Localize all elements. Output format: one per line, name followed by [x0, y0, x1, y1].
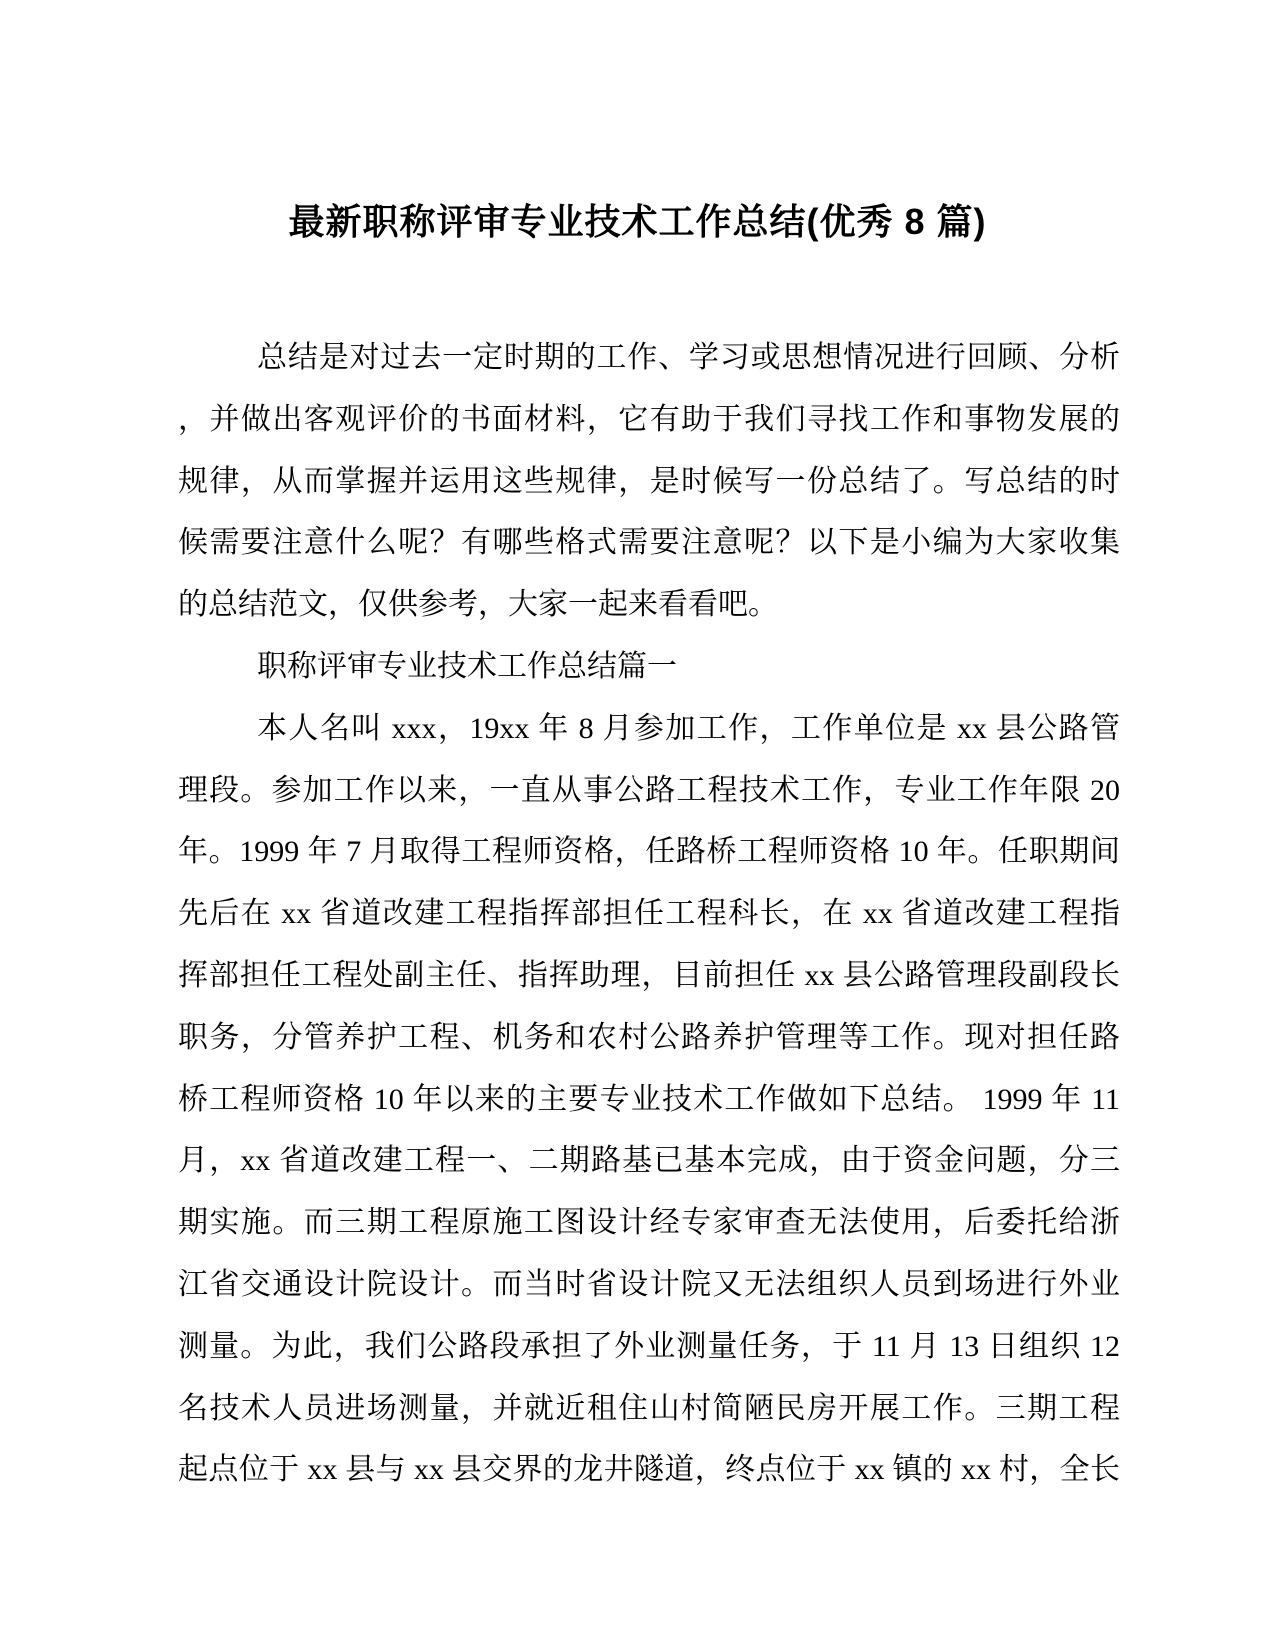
text-line-19: 起点位于 xx 县与 xx 县交界的龙井隧道，终点位于 xx 镇的 xx 村，全长: [178, 1453, 1120, 1487]
document-body: [178, 327, 1120, 1501]
text-line-11: 挥部担任工程处副主任、指挥助理，目前担任 xx 县公路管理段副段长: [178, 958, 1120, 992]
text-line-5: 的总结范文，仅供参考，大家一起来看看吧。: [178, 588, 778, 622]
text-line-13: 桥工程师资格 10 年以来的主要专业技术工作做如下总结。 1999 年 11: [178, 1082, 1120, 1116]
text-line-10: 先后在 xx 省道改建工程指挥部担任工程科长，在 xx 省道改建工程指: [178, 897, 1120, 931]
text-line-16: 江省交通设计院设计。而当时省设计院又无法组织人员到场进行外业: [178, 1267, 1120, 1301]
text-line-3: 规律，从而掌握并运用这些规律，是时候写一份总结了。写总结的时: [178, 464, 1120, 498]
text-line-4: 候需要注意什么呢？有哪些格式需要注意呢？以下是小编为大家收集: [178, 526, 1120, 560]
text-line-7: 本人名叫 xxx，19xx 年 8 月参加工作，工作单位是 xx 县公路管: [257, 711, 1120, 745]
text-line-12: 职务，分管养护工程、机务和农村公路养护管理等工作。现对担任路: [178, 1020, 1120, 1054]
text-line-17: 测量。为此，我们公路段承担了外业测量任务，于 11 月 13 日组织 12: [178, 1329, 1120, 1363]
text-line-1: 总结是对过去一定时期的工作、学习或思想情况进行回顾、分析: [257, 341, 1120, 374]
section-heading-line: 职称评审专业技术工作总结篇一: [257, 649, 677, 683]
text-line-9: 年。1999 年 7 月取得工程师资格，任路桥工程师资格 10 年。任职期间: [178, 835, 1120, 869]
text-line-15: 期实施。而三期工程原施工图设计经专家审查无法使用，后委托给浙: [178, 1206, 1120, 1240]
document-title: 最新职称评审专业技术工作总结(优秀 8 篇): [288, 201, 987, 242]
text-line-18: 名技术人员进场测量，并就近租住山村简陋民房开展工作。三期工程: [178, 1391, 1120, 1425]
text-line-14: 月，xx 省道改建工程一、二期路基已基本完成，由于资金问题，分三: [178, 1144, 1120, 1178]
text-line-2: ，并做出客观评价的书面材料，它有助于我们寻找工作和事物发展的: [178, 402, 1120, 436]
text-line-8: 理段。参加工作以来，一直从事公路工程技术工作，专业工作年限 20: [178, 773, 1120, 807]
